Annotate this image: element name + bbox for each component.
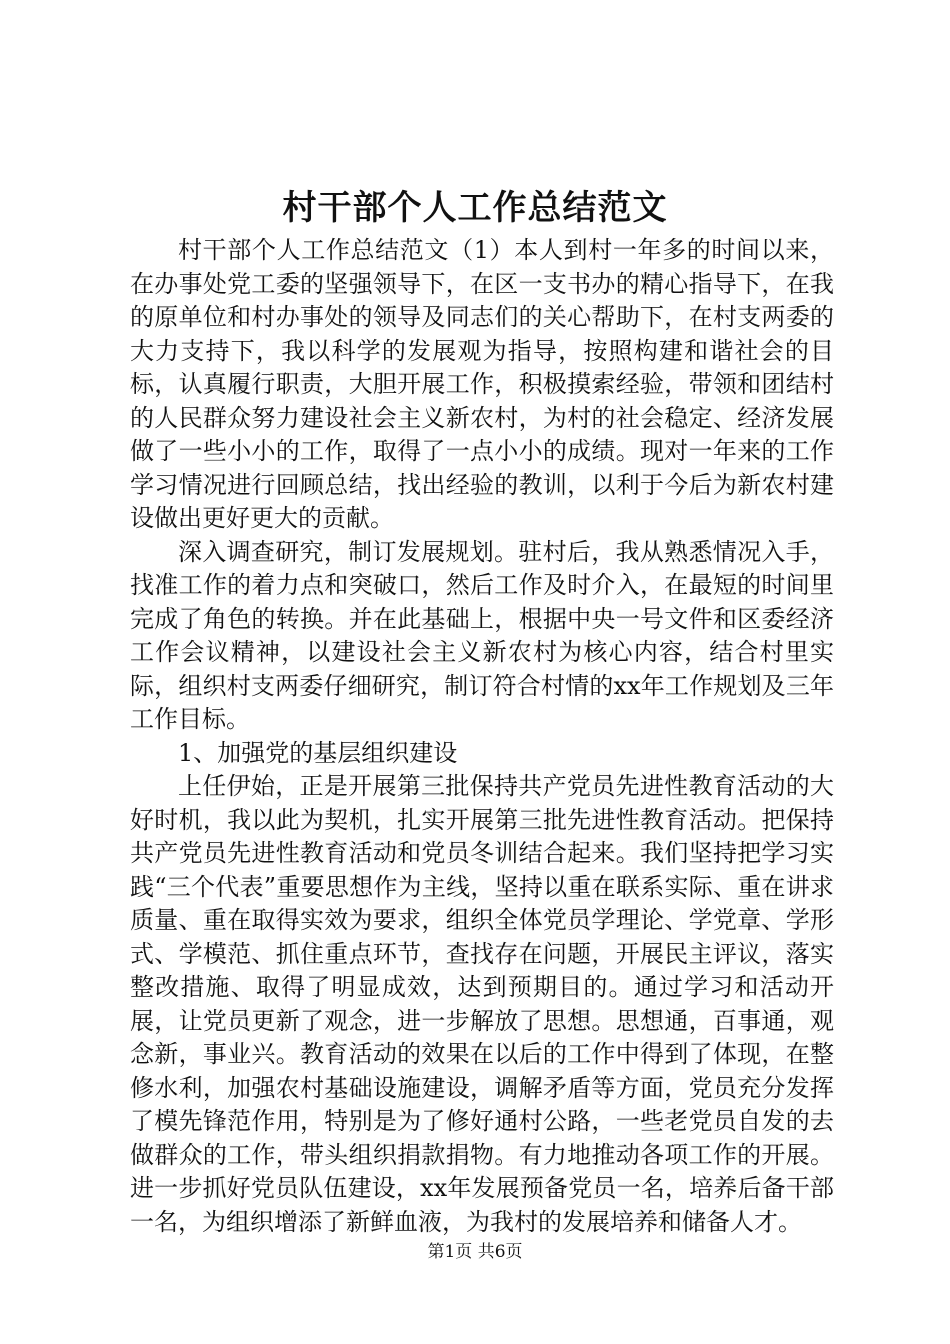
paragraph-party-building: 上任伊始，正是开展第三批保持共产党员先进性教育活动的大好时机，我以此为契机，扎实开展第三批先进性教育活动。把保持共产党员先进性教育活动和党员冬训结合起来。我们坚持把学习实践“三个代表”重要思想作为主线，坚持以重在联系实际、重在讲求质量、重在取得实效为要求，组织全体党员学理论、学党章、学形式、学模范、抓住重点环节，查找存在问题，开展民主评议，落实整改措施、取得了明显成效，达到预期目的。通过学习和活动开展，让党员更新了观念，进一步解放了思想。思想通，百事通，观念新，事业兴。教育活动的效果在以后的工作中得到了体现，在整修水利，加强农村基础设施建设，调解矛盾等方面，党员充分发挥了模先锋范作用，特别是为了修好通村公路，一些老党员自发的去做群众的工作，带头组织捐款捐物。有力地推动各项工作的开展。进一步抓好党员队伍建设，xx年发展预备党员一名，培养后备干部一名，为组织增添了新鲜血液，为我村的发展培养和储备人才。 (130, 772, 834, 1236)
page-number-footer: 第1页 共6页 (427, 1242, 523, 1262)
document-body (130, 234, 834, 1239)
document-title: 村干部个人工作总结范文 (282, 188, 668, 228)
section-heading: 1、加强党的基层组织建设 (178, 738, 458, 767)
paragraph-intro: 村干部个人工作总结范文（1）本人到村一年多的时间以来，在办事处党工委的坚强领导下，在区一支书办的精心指导下，在我的原单位和村办事处的领导及同志们的关心帮助下，在村支两委的大力支持下，我以科学的发展观为指导，按照构建和谐社会的目标，认真履行职责，大胆开展工作，积极摸索经验，带领和团结村的人民群众努力建设社会主义新农村，为村的社会稳定、经济发展做了一些小小的工作，取得了一点小小的成绩。现对一年来的工作学习情况进行回顾总结，找出经验的教训，以利于今后为新农村建设做出更好更大的贡献。 (130, 236, 834, 532)
paragraph-planning: 深入调查研究，制订发展规划。驻村后，我从熟悉情况入手，找准工作的着力点和突破口，然后工作及时介入，在最短的时间里完成了角色的转换。并在此基础上，根据中央一号文件和区委经济工作会议精神，以建设社会主义新农村为核心内容，结合村里实际，组织村支两委仔细研究，制订符合村情的xx年工作规划及三年工作目标。 (130, 537, 834, 733)
